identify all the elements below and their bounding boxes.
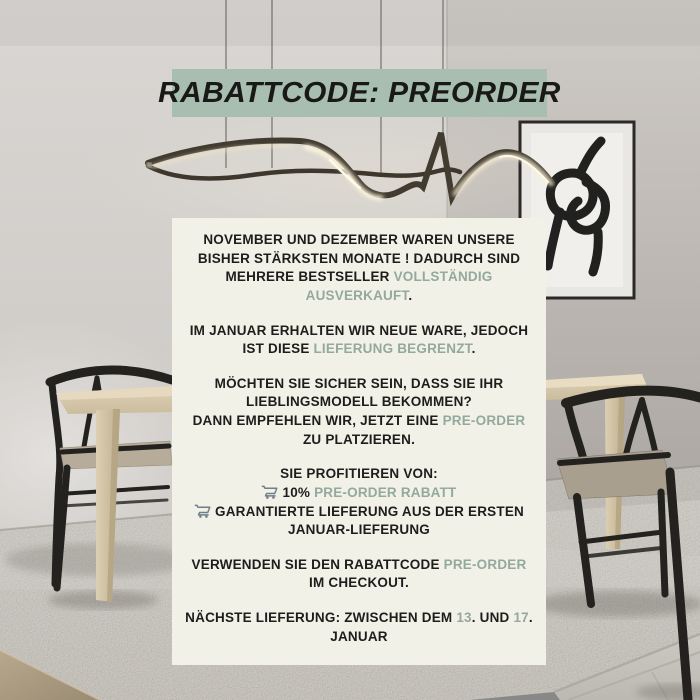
benefit-item-discount: 10% PRE-ORDER RABATT — [182, 484, 536, 503]
benefit-item-delivery: GARANTIERTE LIEFERUNG AUS DER ERSTEN JANUAR-LIEFERUNG — [182, 503, 536, 540]
promo-benefits — [182, 465, 536, 540]
discount-banner — [158, 69, 561, 117]
cart-icon — [261, 485, 278, 499]
promo-paragraph-6: NÄCHSTE LIEFERUNG: ZWISCHEN DEM 13. UND 17. JANUAR — [185, 610, 533, 644]
promo-paragraph-2: IM JANUAR ERHALTEN WIR NEUE WARE, JEDOCH IST DIESE LIEFERUNG BEGRENZT. — [189, 322, 529, 357]
promo-paragraph-3: MÖCHTEN SIE SICHER SEIN, DASS SIE IHR LIEBLINGSMODELL BEKOMMEN? DANN EMPFEHLEN WIR, JETZT EINE PRE-ORDER ZU PLATZIEREN. — [192, 375, 526, 447]
promo-card — [172, 218, 546, 665]
discount-banner-text: RABATTCODE: PREORDER — [158, 76, 561, 109]
benefits-heading: SIE PROFITIEREN VON: — [280, 466, 438, 482]
promo-paragraph-5: VERWENDEN SIE DEN RABATTCODE PRE-ORDER IM CHECKOUT. — [191, 556, 527, 591]
cart-icon — [194, 504, 211, 518]
promo-paragraph-1: NOVEMBER UND DEZEMBER WAREN UNSERE BISHER STÄRKSTEN MONATE ! DADURCH SIND MEHRERE BESTSELLER VOLLSTÄNDIG AUSVERKAUFT. — [197, 232, 521, 303]
